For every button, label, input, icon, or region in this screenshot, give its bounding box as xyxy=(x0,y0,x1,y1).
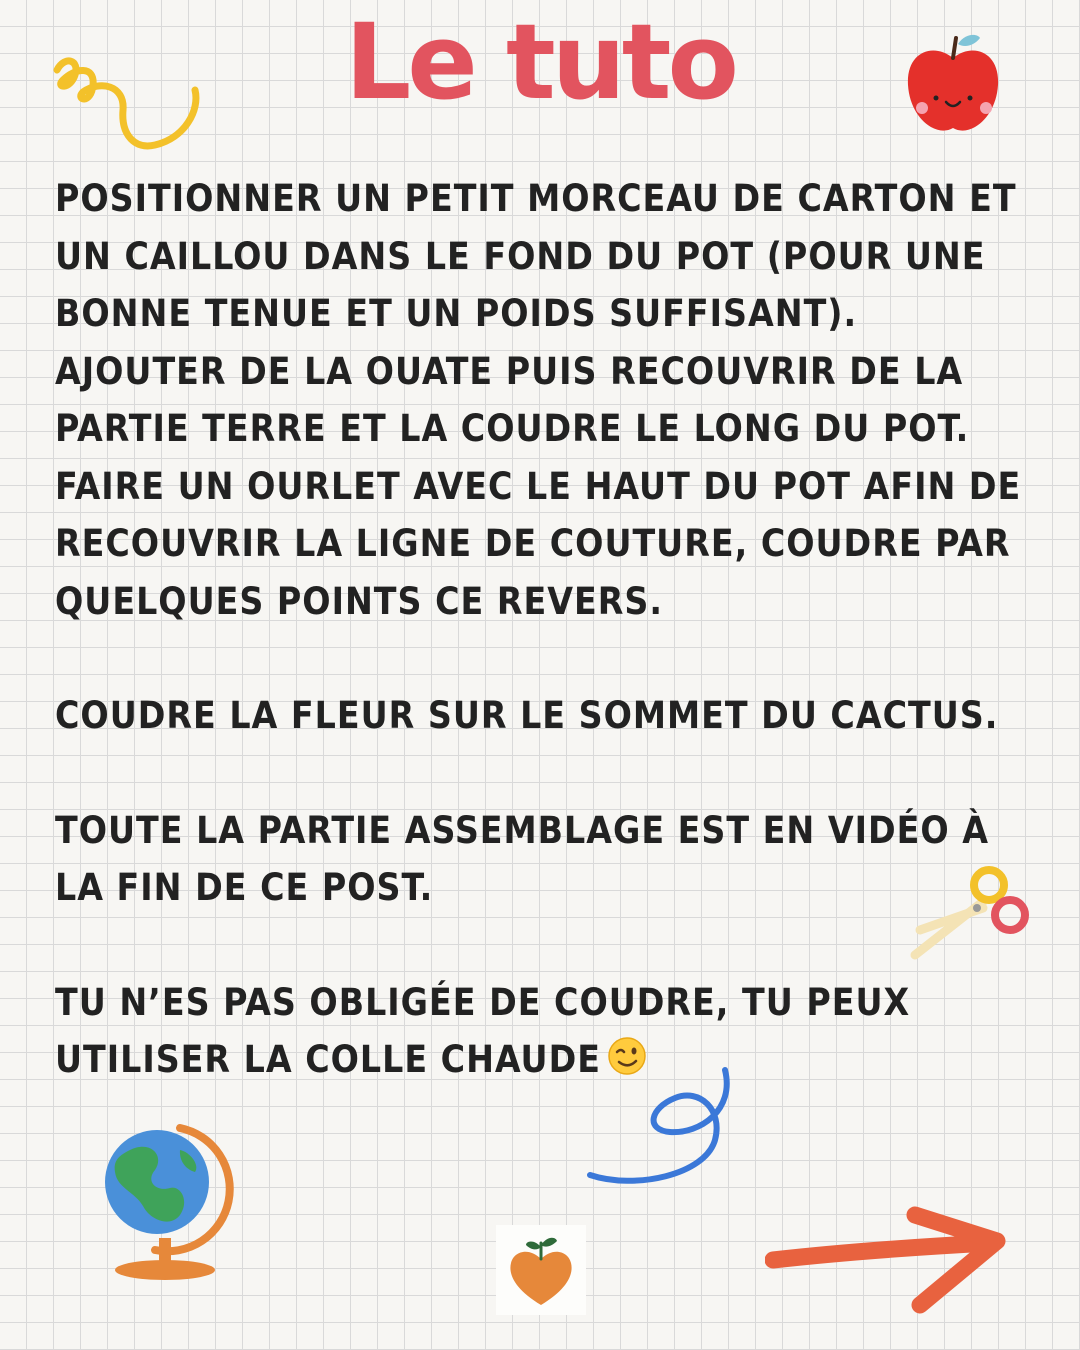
page-title: Le tuto xyxy=(345,1,735,123)
globe-icon xyxy=(95,1110,235,1285)
heart-sprout-logo-icon xyxy=(496,1225,586,1315)
brand-logo-tile xyxy=(496,1225,586,1315)
paragraph-steps: POSITIONNER UN PETIT MORCEAU DE CARTON ET UN CAILLOU DANS LE FOND DU POT (POUR UNE BONNE TENUE ET UN POIDS SUFFISANT). AJOUTER DE LA OUATE PUIS RECOUVRIR DE LA PARTIE TERRE ET LA COUDRE LE LONG DU POT. FAIRE UN OURLET AVEC LE HAUT DU POT AFIN DE RECOUVRIR LA LIGNE DE COUTURE, COUDRE PAR QUELQUES POINTS CE REVERS. xyxy=(55,177,1022,623)
paragraph-flower: COUDRE LA FLEUR SUR LE SOMMET DU CACTUS. xyxy=(55,694,999,737)
glue-text: TU N’ES PAS OBLIGÉE DE COUDRE, TU PEUX UTILISER LA COLLE CHAUDE xyxy=(55,980,911,1081)
tutorial-instructions xyxy=(55,170,1045,1089)
apple-icon xyxy=(898,30,1008,140)
yellow-squiggle-icon xyxy=(45,50,215,160)
scissors-icon xyxy=(905,860,1035,965)
blue-squiggle-icon xyxy=(575,1060,745,1195)
orange-arrow-icon xyxy=(765,1205,1015,1320)
paragraph-video: TOUTE LA PARTIE ASSEMBLAGE EST EN VIDÉO À LA FIN DE CE POST. xyxy=(55,808,990,909)
paragraph-glue xyxy=(55,974,1045,1089)
